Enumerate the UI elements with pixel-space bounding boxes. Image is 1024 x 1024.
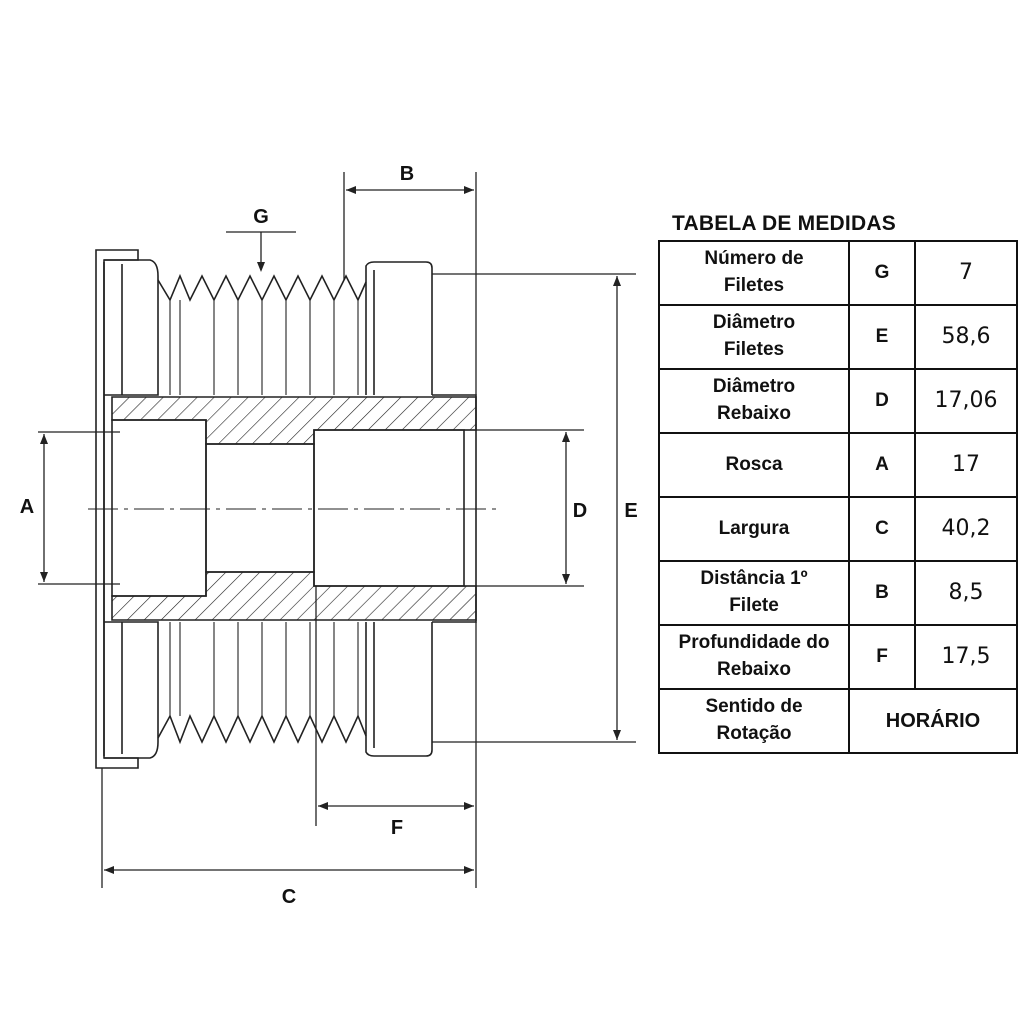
dimension-label-b: B: [399, 163, 415, 185]
param-value: 17,5: [915, 625, 1017, 689]
bore-right-section: [314, 430, 464, 586]
dimension-label-e: E: [624, 500, 638, 522]
left-collar-bottom: [104, 622, 158, 758]
param-code: C: [849, 497, 915, 561]
param-name: Diâmetro Rebaixo: [659, 369, 849, 433]
bore-left-section: [112, 420, 206, 596]
param-code: B: [849, 561, 915, 625]
table-row: [659, 433, 1017, 497]
param-name: Número de Filetes: [659, 241, 849, 305]
table-row: [659, 497, 1017, 561]
table-row: [659, 561, 1017, 625]
table-row: [659, 369, 1017, 433]
param-value: 17,06: [915, 369, 1017, 433]
param-name: Diâmetro Filetes: [659, 305, 849, 369]
dimension-label-d: D: [572, 500, 588, 522]
right-hub-collar-top: [366, 262, 432, 395]
param-code: D: [849, 369, 915, 433]
table-row: [659, 305, 1017, 369]
param-value: 8,5: [915, 561, 1017, 625]
right-hub-collar-bottom: [366, 622, 432, 756]
param-name: Rosca: [659, 433, 849, 497]
section-hatch-bottom: [112, 572, 476, 620]
param-name: Sentido de Rotação: [659, 689, 849, 753]
dimension-label-a: A: [19, 496, 35, 518]
param-value: 58,6: [915, 305, 1017, 369]
groove-root-lines: [170, 300, 358, 716]
measurements-table: [658, 240, 1018, 754]
param-code: A: [849, 433, 915, 497]
pulley-grooves-top: [158, 276, 366, 300]
param-name: Profundidade do Rebaixo: [659, 625, 849, 689]
table-title: TABELA DE MEDIDAS: [672, 212, 896, 235]
param-code: G: [849, 241, 915, 305]
dimension-label-c: C: [281, 886, 297, 908]
table-row-rotation: [659, 689, 1017, 753]
dimension-label-g: G: [253, 206, 269, 228]
param-value: 7: [915, 241, 1017, 305]
rotation-direction-value: HORÁRIO: [849, 689, 1017, 753]
section-hatch-top: [112, 397, 476, 444]
param-code: F: [849, 625, 915, 689]
table-row: [659, 625, 1017, 689]
pulley-grooves-bottom: [158, 716, 366, 742]
dimension-label-f: F: [390, 817, 404, 839]
param-name: Largura: [659, 497, 849, 561]
table-row: [659, 241, 1017, 305]
left-collar-top: [104, 260, 158, 395]
param-name: Distância 1º Filete: [659, 561, 849, 625]
param-code: E: [849, 305, 915, 369]
param-value: 40,2: [915, 497, 1017, 561]
bore-mid-section: [206, 444, 314, 572]
param-value: 17: [915, 433, 1017, 497]
